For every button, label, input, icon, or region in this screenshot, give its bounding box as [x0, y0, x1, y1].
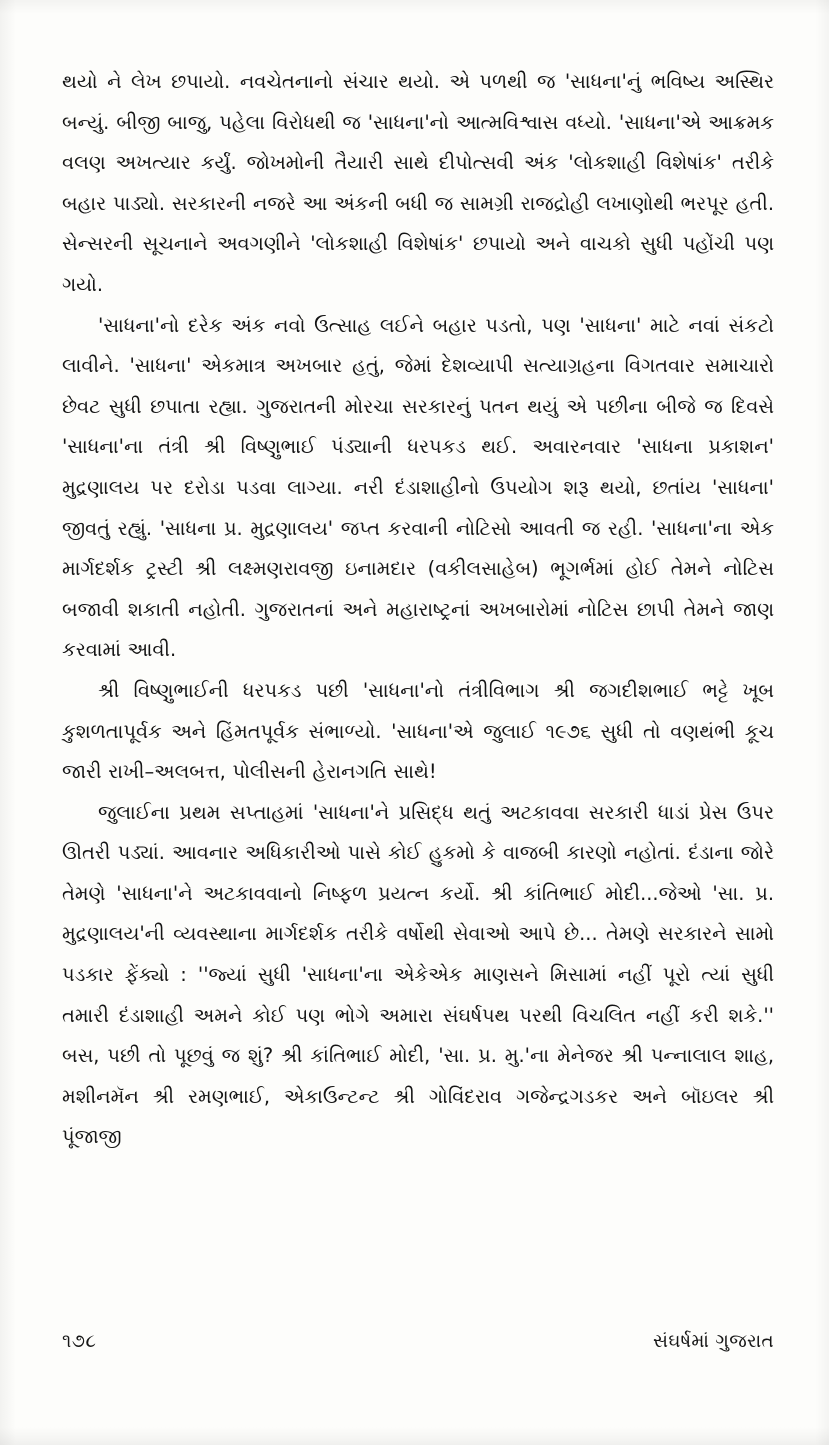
- scan-edge-top: [0, 0, 829, 14]
- paragraph-3: શ્રી વિષ્ણુભાઈની ધરપકડ પછી 'સાધના'નો તંત્રીવિભાગ શ્રી જગદીશભાઈ ભટ્ટે ખૂબ કુશળતાપૂર્વક અને હિંમતપૂર્વક સંભાળ્યો. 'સાધના'એ જુલાઈ ૧૯૭૬ સુધી તો વણથંભી કૂચ જારી રાખી–અલબત્ત, પોલીસની હેરાનગતિ સાથે!: [62, 678, 774, 784]
- book-title: સંઘર્ષમાં ગુજરાત: [653, 1331, 774, 1352]
- paragraph-1: થયો ને લેખ છપાયો. નવચેતનાનો સંચાર થયો. એ પળથી જ 'સાધના'નું ભવિષ્ય અસ્થિર બન્યું. બીજી બાજુ, પહેલા વિરોધથી જ 'સાધના'નો આત્મવિશ્વાસ વધ્યો. 'સાધના'એ આક્રમક વલણ અખત્યાર કર્યું. જોખમોની તૈયારી સાથે દીપોત્સવી અંક 'લોકશાહી વિશેષાંક' તરીકે બહાર પાડ્યો. સરકારની નજરે આ અંકની બધી જ સામગ્રી રાજદ્રોહી લખાણોથી ભરપૂર હતી. સેન્સરની સૂચનાને અવગણીને 'લોકશાહી વિશેષાંક' છપાયો અને વાચકો સુધી પહોંચી પણ ગયો.: [62, 70, 774, 296]
- scan-edge-bottom: [0, 1427, 829, 1445]
- page-body-text: [62, 62, 774, 1158]
- scan-edge-right: [815, 0, 829, 1445]
- scan-edge-left: [0, 0, 16, 1445]
- paragraph-2: 'સાધના'નો દરેક અંક નવો ઉત્સાહ લઈને બહાર પડતો, પણ 'સાધના' માટે નવાં સંકટો લાવીને. 'સાધના' એકમાત્ર અખબાર હતું, જેમાં દેશવ્યાપી સત્યાગ્રહના વિગતવાર સમાચારો છેવટ સુધી છપાતા રહ્યા. ગુજરાતની મોરચા સરકારનું પતન થયું એ પછીના બીજે જ દિવસે 'સાધના'ના તંત્રી શ્રી વિષ્ણુભાઈ પંડ્યાની ધરપકડ થઈ. અવારનવાર 'સાધના પ્રકાશન' મુદ્રણાલય પર દરોડા પડવા લાગ્યા. નરી દંડાશાહીનો ઉપયોગ શરૂ થયો, છતાંય 'સાધના' જીવતું રહ્યું. 'સાધના પ્ર. મુદ્રણાલય' જપ્ત કરવાની નોટિસો આવતી જ રહી. 'સાધના'ના એક માર્ગદર્શક ટ્રસ્ટી શ્રી લક્ષ્મણરાવજી ઇનામદાર (વકીલસાહેબ) ભૂગર્ભમાં હોઈ તેમને નોટિસ બજાવી શકાતી નહોતી. ગુજરાતનાં અને મહારાષ્ટ્રનાં અખબારોમાં નોટિસ છાપી તેમને જાણ કરવામાં આવી.: [62, 313, 774, 662]
- paragraph-4: જુલાઈના પ્રથમ સપ્તાહમાં 'સાધના'ને પ્રસિદ્ધ થતું અટકાવવા સરકારી ધાડાં પ્રેસ ઉપર ઊતરી પડ્યાં. આવનાર અધિકારીઓ પાસે કોઈ હુકમો કે વાજબી કારણો નહોતાં. દંડાના જોરે તેમણે 'સાધના'ને અટકાવવાનો નિષ્ફળ પ્રયત્ન કર્યો. શ્રી કાંતિભાઈ મોદી...જેઓ 'સા. પ્ર. મુદ્રણાલય'ની વ્યવસ્થાના માર્ગદર્શક તરીકે વર્ષોથી સેવાઓ આપે છે... તેમણે સરકારને સામો પડકાર ફેંક્યો : ''જ્યાં સુધી 'સાધના'ના એકેએક માણસને મિસામાં નહીં પૂરો ત્યાં સુધી તમારી દંડાશાહી અમને કોઈ પણ ભોગે અમારા સંઘર્ષપથ પરથી વિચલિત નહીં કરી શકે.'' બસ, પછી તો પૂછવું જ શું? શ્રી કાંતિભાઈ મોદી, 'સા. પ્ર. મુ.'ના મેનેજર શ્રી પન્નાલાલ શાહ, મશીનમૅન શ્રી રમણભાઈ, એકાઉન્ટન્ટ શ્રી ગોવિંદરાવ ગજેન્દ્રગડકર અને બૉઇલર શ્રી પૂંજાજી: [62, 800, 774, 1149]
- page-number: ૧૭૮: [62, 1330, 97, 1352]
- page-footer: [62, 1330, 774, 1352]
